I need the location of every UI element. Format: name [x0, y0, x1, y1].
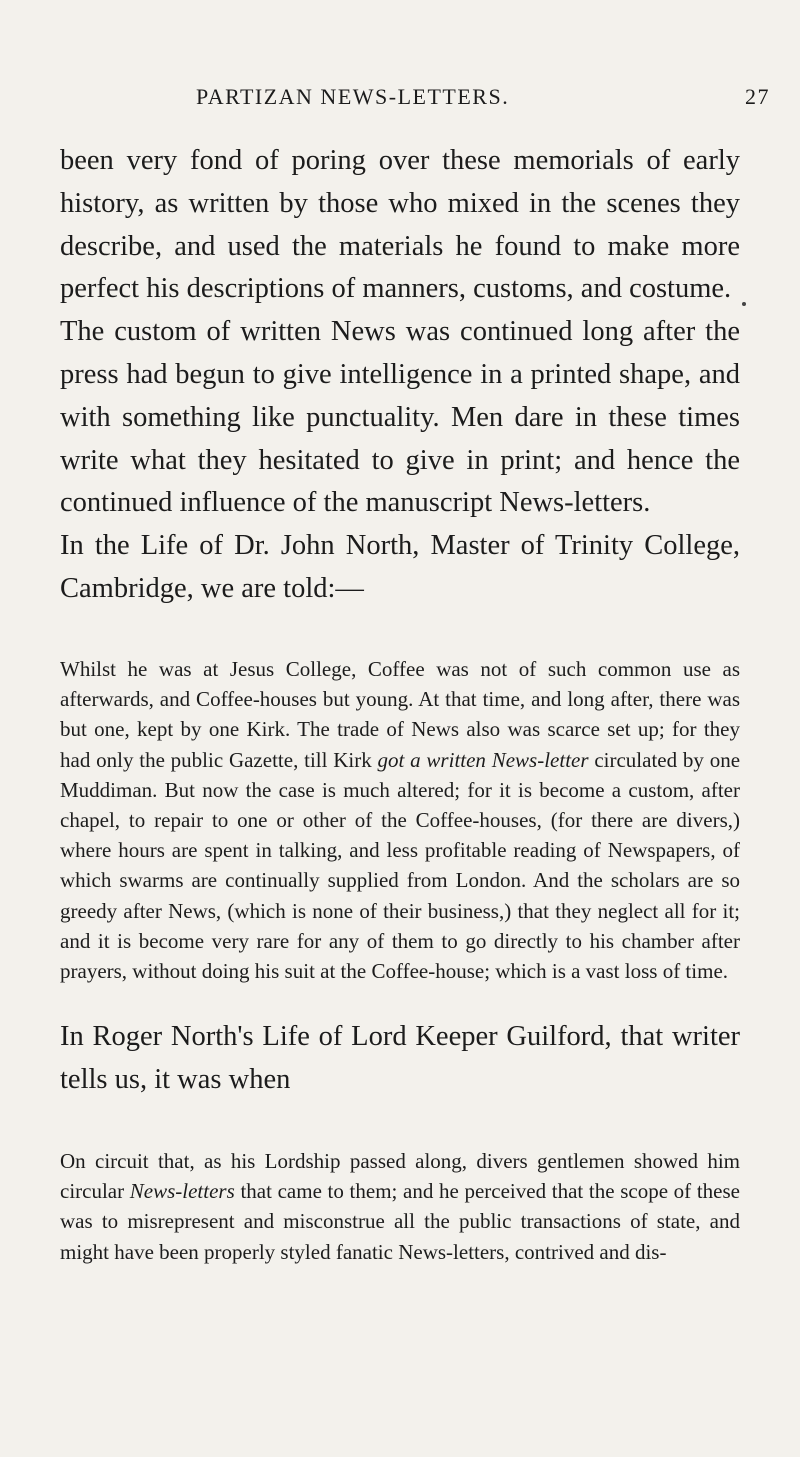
quote-text: Whilst he was at Jesus College, Coffee was not of such common use as afterwards, and Coffee-houses but young. At that time, and long after, there was but one, kept by one Kirk. The trade of News also was scarce set up; for they had only the public Gazette, till Kirk [60, 657, 740, 772]
block-quote-circuit [60, 1146, 740, 1267]
body-text-block [60, 140, 740, 611]
paragraph-written-news: The custom of written News was continued long after the press had begun to give intelligence in a printed shape, and with something like punctuality. Men dare in these times write what they hesitated to give in print; and hence the continued influence of the manuscript News-letters. [60, 316, 740, 519]
running-header [196, 84, 770, 110]
quote-italic-text: got a written News-letter [377, 747, 589, 772]
quote-italic-text: News-letters [129, 1179, 235, 1204]
paragraph-north-intro: In the Life of Dr. John North, Master of Trinity College, Cambridge, we are told:— [60, 530, 740, 604]
body-text-block [60, 1016, 740, 1102]
quote-text: On circuit that, as his Lordship passed along, divers gentlemen showed him circular [60, 1149, 740, 1204]
page-number: 27 [745, 84, 770, 109]
paragraph-guilford-intro: In Roger North's Life of Lord Keeper Guilford, that writer tells us, it was when [60, 1021, 740, 1095]
quote-text: that came to them; and he perceived that the scope of these was to misrepresent and misconstrue all the public transactions of state, and might have been properly styled fanatic News-letters, contrived and dis- [60, 1179, 740, 1264]
block-quote-jesus-college [60, 654, 740, 986]
margin-mark [742, 302, 746, 306]
running-title: PARTIZAN NEWS-LETTERS. [196, 84, 510, 109]
quote-text: circulated by one Muddiman. But now the case is much altered; for it is become a custom, after chapel, to repair to one or other of the Coffee-houses, (for there are divers,) where hours are spent in talking, and less profitable reading of Newspapers, of which swarms are continually supplied from London. And the scholars are so greedy after News, (which is none of their business,) that they neglect all for it; and it is become very rare for any of them to go directly to his chamber after prayers, without doing his suit at the Coffee-house; which is a vast loss of time. [60, 747, 741, 984]
paragraph-continued: been very fond of poring over these memorials of early history, as written by those who mixed in the scenes they describe, and used the materials he found to make more perfect his descriptions of manners, customs, and costume. [60, 145, 740, 305]
